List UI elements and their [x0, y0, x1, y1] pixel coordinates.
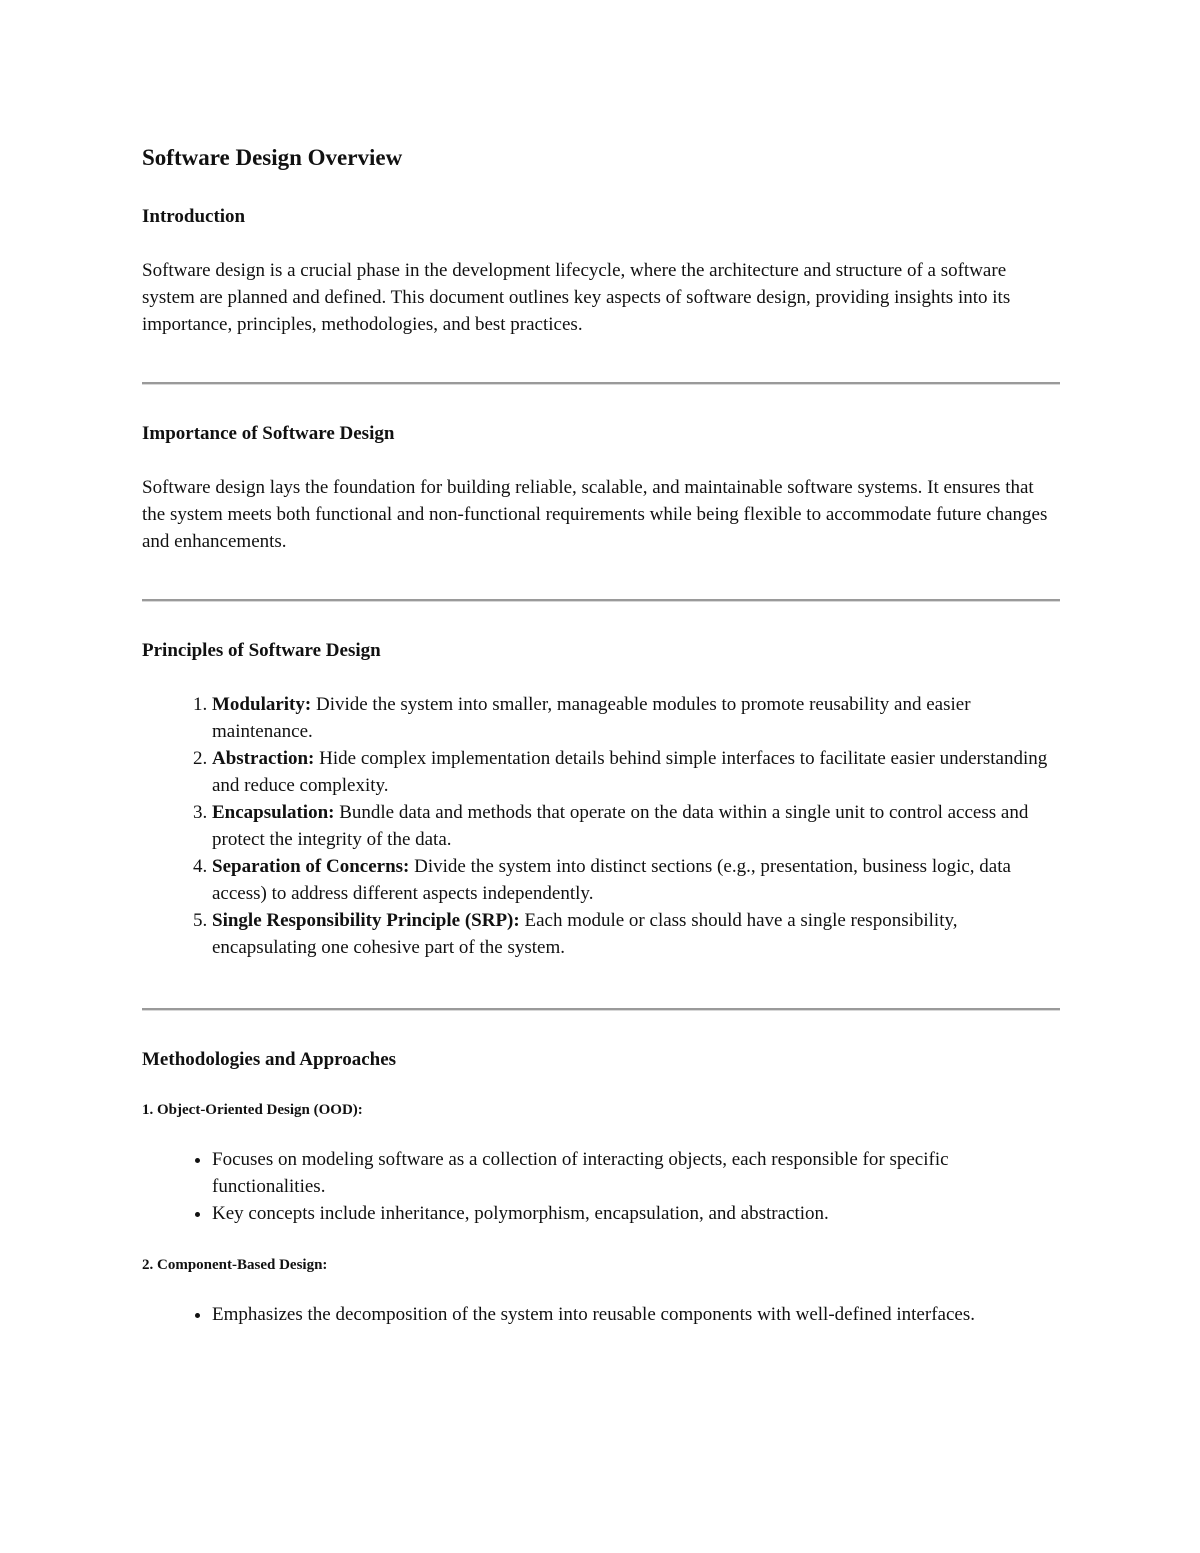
principle-term: Abstraction:: [212, 748, 315, 769]
introduction-heading: Introduction: [142, 206, 246, 227]
importance-heading: Importance of Software Design: [142, 423, 395, 444]
principles-heading: Principles of Software Design: [142, 640, 381, 661]
methodologies-heading: Methodologies and Approaches: [142, 1049, 397, 1070]
cbd-bullet-list: [142, 1301, 1060, 1328]
list-item: [212, 799, 1060, 853]
list-item: [212, 907, 1060, 961]
principle-term: Single Responsibility Principle (SRP):: [212, 910, 520, 931]
ood-bullet-list: [142, 1146, 1060, 1227]
principle-term: Separation of Concerns:: [212, 856, 410, 877]
cbd-subheading: 2. Component-Based Design:: [142, 1257, 328, 1273]
importance-paragraph: Software design lays the foundation for building reliable, scalable, and maintainable software systems. It ensures that the system meets both functional and non-functional requirements while being flexible to accommodate future changes and enhancements.: [142, 477, 1048, 552]
list-item: • Key concepts include inheritance, polymorphism, encapsulation, and abstraction.: [212, 1200, 1060, 1227]
principle-description: Bundle data and methods that operate on the data within a single unit to control access and protect the integrity of the data.: [212, 802, 1029, 850]
principle-term: Encapsulation:: [212, 802, 335, 823]
principle-term: Modularity:: [212, 694, 312, 715]
principle-description: Hide complex implementation details behind simple interfaces to facilitate easier understanding and reduce complexity.: [212, 748, 1048, 796]
introduction-paragraph: Software design is a crucial phase in the development lifecycle, where the architecture and structure of a software system are planned and defined. This document outlines key aspects of software design, providing insights into its importance, principles, methodologies, and best practices.: [142, 260, 1011, 335]
principle-description: Divide the system into distinct sections (e.g., presentation, business logic, data access) to address different aspects independently.: [212, 856, 1011, 904]
list-item: • Emphasizes the decomposition of the system into reusable components with well-defined interfaces.: [212, 1301, 1060, 1328]
list-item: [212, 853, 1060, 907]
list-item: [212, 745, 1060, 799]
principle-description: Each module or class should have a single responsibility, encapsulating one cohesive part of the system.: [212, 910, 958, 958]
principles-list: [142, 691, 1060, 961]
ood-subheading: 1. Object-Oriented Design (OOD):: [142, 1102, 363, 1118]
principle-description: Divide the system into smaller, manageable modules to promote reusability and easier maintenance.: [212, 694, 971, 742]
list-item: • Focuses on modeling software as a collection of interacting objects, each responsible for specific functionalities.: [212, 1146, 1060, 1200]
document-page: [142, 140, 1060, 1328]
document-title: Software Design Overview: [142, 145, 403, 170]
list-item: [212, 691, 1060, 745]
